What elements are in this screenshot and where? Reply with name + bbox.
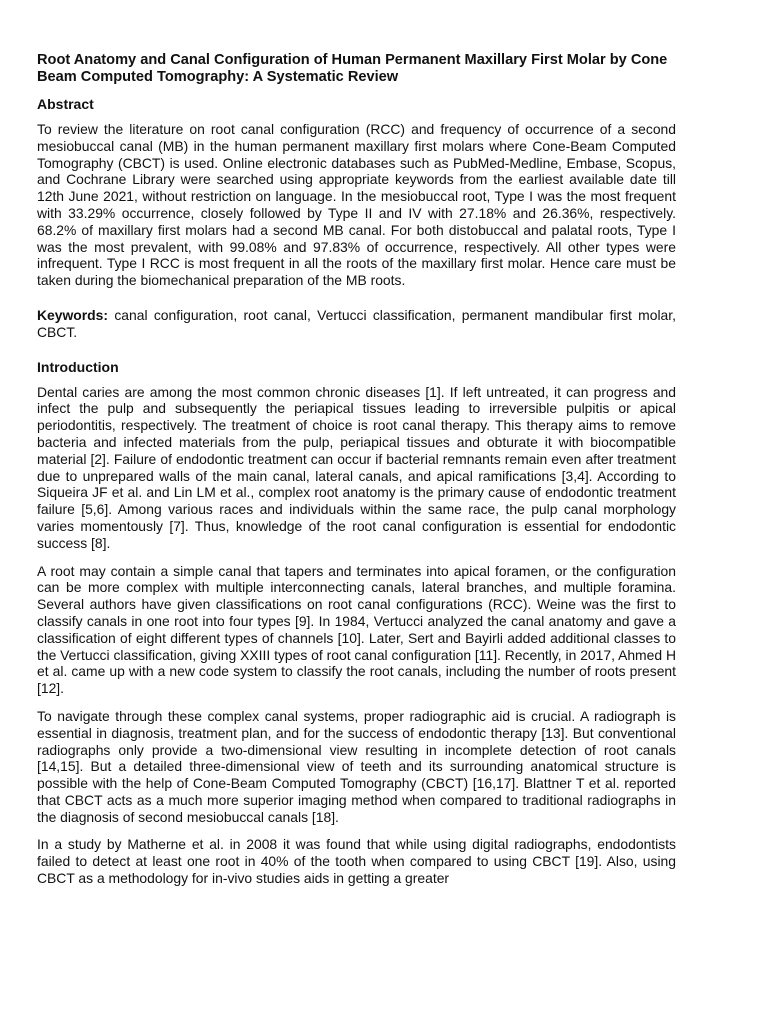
keywords-text: canal configuration, root canal, Vertucci classification, permanent mandibular first molar, CBCT. — [37, 306, 676, 340]
introduction-heading: Introduction — [37, 358, 119, 375]
keywords-label: Keywords: — [37, 306, 109, 323]
abstract-heading: Abstract — [37, 96, 94, 112]
introduction-paragraph-4: In a study by Matherne et al. in 2008 it was found that while using digital radiographs, endodontists failed to detect at least one root in 40% of the tooth when compared to using CBCT [19]. Also, using CBCT as a methodology for in-vivo studies aids in getting a greater — [37, 836, 676, 887]
abstract-text: To review the literature on root canal configuration (RCC) and frequency of occurrence of a second mesiobuccal canal (MB) in the human permanent maxillary first molars where Cone-Beam Computed Tomography (CBCT) is used. Online electronic databases such as PubMed-Medline, Embase, Scopus, and Cochrane Library were searched using appropriate keywords from the earliest available date till 12th June 2021, without restriction on language. In the mesiobuccal root, Type I was the most frequent with 33.29% occurrence, closely followed by Type II and IV with 27.18% and 26.36%, respectively. 68.2% of maxillary first molars had a second MB canal. For both distobuccal and palatal roots, Type I was the most prevalent, with 99.08% and 97.83% of occurrence, respectively. All other types were infrequent. Type I RCC is most frequent in all the roots of the maxillary first molar. Hence care must be taken during the biomechanical preparation of the MB roots. — [37, 121, 676, 289]
keywords-line — [37, 307, 676, 341]
introduction-paragraph-2: A root may contain a simple canal that tapers and terminates into apical foramen, or the configuration can be more complex with multiple interconnecting canals, lateral branches, and multiple foramina. Several authors have given classifications on root canal configurations (RCC). Weine was the first to classify canals in one root into four types [9]. In 1984, Vertucci analyzed the canal anatomy and gave a classification of eight different types of channels [10]. Later, Sert and Bayirli added additional classes to the Vertucci classification, giving XXIII types of root canal configuration [11]. Recently, in 2017, Ahmed H et al. came up with a new code system to classify the root canals, including the number of roots present [12]. — [37, 562, 676, 697]
introduction-paragraph-1: Dental caries are among the most common chronic diseases [1]. If left untreated, it can progress and infect the pulp and subsequently the periapical tissues leading to irreversible pulpitis or apical periodontitis, respectively. The treatment of choice is root canal therapy. This therapy aims to remove bacteria and infected materials from the pulp, periapical tissues and obturate it with biocompatible material [2]. Failure of endodontic treatment can occur if bacterial remnants remain even after treatment due to unprepared walls of the main canal, lateral canals, and apical ramifications [3,4]. According to Siqueira JF et al. and Lin LM et al., complex root anatomy is the primary cause of endodontic treatment failure [5,6]. Among various races and individuals within the same race, the pulp canal morphology varies momentously [7]. Thus, knowledge of the root canal configuration is essential for endodontic success [8]. — [37, 383, 676, 551]
introduction-paragraph-3: To navigate through these complex canal systems, proper radiographic aid is crucial. A radiograph is essential in diagnosis, treatment plan, and for the success of endodontic therapy [13]. But conventional radiographs only provide a two-dimensional view resulting in incomplete detection of root canals [14,15]. But a detailed three-dimensional view of teeth and its surrounding anatomical structure is possible with the help of Cone-Beam Computed Tomography (CBCT) [16,17]. Blattner T et al. reported that CBCT acts as a much more superior imaging method when compared to traditional radiographs in the diagnosis of second mesiobuccal canals [18]. — [37, 707, 676, 825]
paper-title: Root Anatomy and Canal Configuration of Human Permanent Maxillary First Molar by Cone Beam Computed Tomography: A Systematic Review — [37, 52, 668, 85]
